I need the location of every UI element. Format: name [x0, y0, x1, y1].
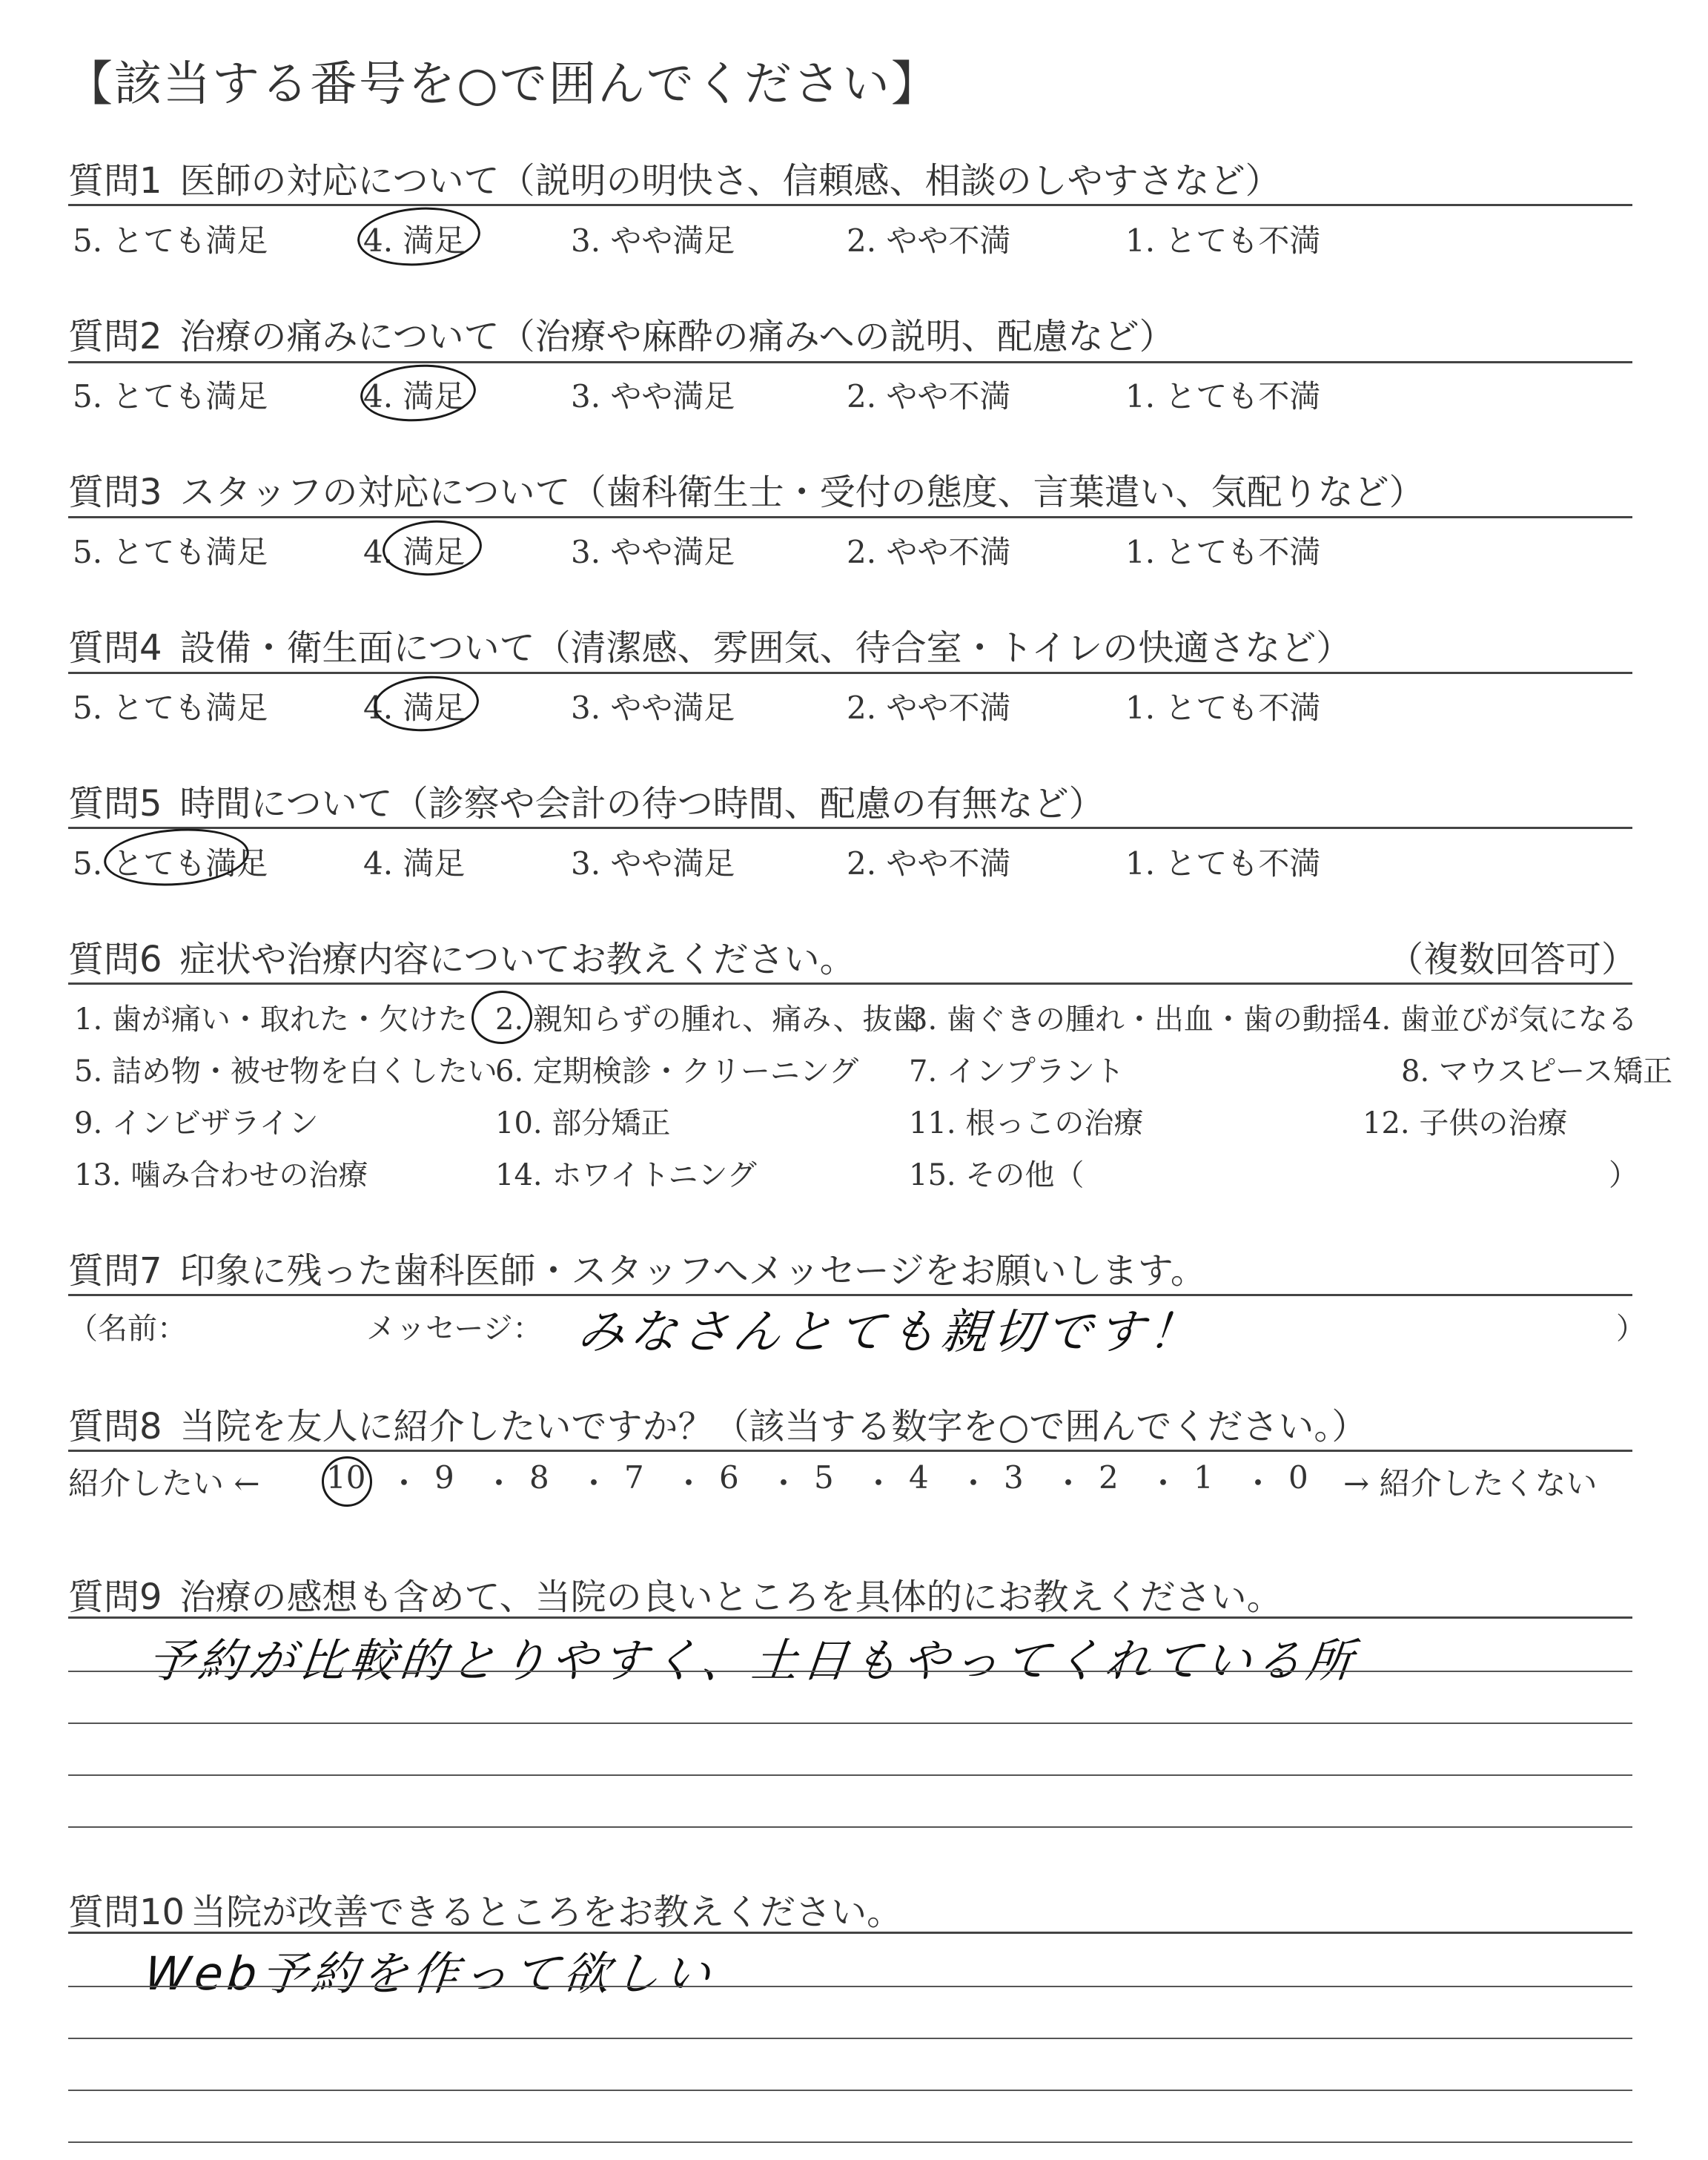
option-3[interactable]: 3. やや満足 — [571, 690, 735, 726]
question-5-title — [68, 775, 1105, 826]
writing-line — [68, 1774, 1632, 1776]
symptom-option[interactable]: 6. 定期検診・クリーニング — [495, 1054, 859, 1089]
writing-line — [68, 1986, 1632, 1987]
recommend-scale — [68, 1459, 1632, 1504]
question-number: 質問6 — [68, 939, 162, 980]
writing-line — [68, 1826, 1632, 1828]
handwritten-answer-improvements[interactable]: Web予約を作って欲しい — [142, 1946, 718, 2001]
scale-separator: ・ — [863, 1465, 895, 1502]
option-3[interactable]: 3. やや満足 — [571, 222, 735, 259]
option-5[interactable]: 5. とても満足 — [73, 222, 268, 259]
scale-value-5[interactable]: 5 — [814, 1459, 834, 1496]
other-close-paren: ） — [1609, 1158, 1638, 1192]
question-text: 症状や治療内容についてお教えください。 — [179, 939, 855, 980]
question-number: 質問7 — [68, 1250, 162, 1292]
name-label: （名前： — [68, 1312, 187, 1346]
question-4-options — [73, 684, 1629, 728]
writing-line — [68, 1671, 1632, 1672]
symptom-option[interactable]: 5. 詰め物・被せ物を白くしたい — [74, 1054, 497, 1089]
question-8-title — [68, 1398, 1367, 1449]
question-number: 質問3 — [68, 472, 162, 513]
scale-value-6[interactable]: 6 — [719, 1459, 739, 1496]
question-6-rule — [68, 982, 1632, 985]
scale-separator: ・ — [768, 1465, 800, 1502]
scale-value-7[interactable]: 7 — [624, 1459, 644, 1496]
question-text: 時間について（診察や会計の待つ時間、配慮の有無など） — [179, 783, 1105, 825]
option-3[interactable]: 3. やや満足 — [571, 378, 735, 415]
symptom-option[interactable]: 7. インプラント — [909, 1054, 1125, 1089]
symptom-option-other[interactable]: 15. その他（ — [909, 1158, 1085, 1192]
question-2-title — [68, 308, 1175, 359]
scale-value-9[interactable]: 9 — [434, 1459, 454, 1496]
option-3[interactable]: 3. やや満足 — [571, 534, 735, 570]
question-number: 質問8 — [68, 1406, 162, 1447]
question-2-rule — [68, 361, 1632, 363]
question-2-options — [73, 372, 1629, 417]
writing-line — [68, 2141, 1632, 2143]
scale-value-0[interactable]: 0 — [1288, 1459, 1308, 1496]
writing-line — [68, 2090, 1632, 2091]
option-5[interactable]: 5. とても満足 — [73, 534, 268, 570]
symptom-option[interactable]: 14. ホワイトニング — [495, 1158, 757, 1192]
question-text: 当院を友人に紹介したいですか？（該当する数字を○で囲んでください。） — [179, 1406, 1368, 1447]
question-number: 質問10 — [68, 1892, 185, 1933]
question-number: 質問2 — [68, 316, 162, 357]
question-text: 設備・衛生面について（清潔感、雰囲気、待合室・トイレの快適さなど） — [179, 627, 1352, 669]
symptom-option[interactable]: 9. インビザライン — [74, 1106, 319, 1140]
writing-line — [68, 2038, 1632, 2039]
option-5[interactable]: 5. とても満足 — [73, 690, 268, 726]
scale-separator: ・ — [483, 1465, 515, 1502]
question-number: 質問1 — [68, 160, 162, 202]
symptom-option[interactable]: 11. 根っこの治療 — [909, 1106, 1144, 1140]
symptom-row-2 — [74, 1048, 1673, 1092]
scale-separator: ・ — [673, 1465, 705, 1502]
scale-separator: ・ — [1148, 1465, 1179, 1502]
question-7-title — [68, 1242, 1206, 1293]
scale-value-4[interactable]: 4 — [909, 1459, 929, 1496]
option-4[interactable]: 4. 満足 — [363, 222, 466, 259]
symptom-row-1 — [74, 996, 1638, 1040]
question-text: 治療の感想も含めて、当院の良いところを具体的にお教えください。 — [179, 1576, 1282, 1618]
multiple-answers-note: （複数回答可） — [1387, 939, 1637, 980]
question-9-rule — [68, 1616, 1632, 1619]
scale-value-2[interactable]: 2 — [1099, 1459, 1119, 1496]
symptom-option[interactable]: 10. 部分矯正 — [495, 1106, 671, 1140]
question-9-title — [68, 1568, 1282, 1619]
handwritten-answer-good-points[interactable]: 予約が比較的とりやすく、土日もやってくれている所 — [145, 1634, 1360, 1688]
option-4[interactable]: 4. 満足 — [363, 534, 466, 570]
symptom-option[interactable]: 13. 噛み合わせの治療 — [74, 1158, 368, 1192]
question-number: 質問5 — [68, 783, 162, 825]
question-text: 治療の痛みについて（治療や麻酔の痛みへの説明、配慮など） — [179, 316, 1175, 357]
instruction-header: 【該当する番号を○で囲んでください】 — [65, 57, 940, 112]
message-close-paren: ） — [1616, 1312, 1646, 1346]
question-10-rule — [68, 1932, 1632, 1934]
scale-separator: ・ — [1242, 1465, 1274, 1502]
scale-separator: ・ — [388, 1465, 420, 1502]
option-1[interactable]: 1. とても不満 — [1125, 845, 1321, 882]
option-5[interactable]: 5. とても満足 — [73, 378, 268, 415]
symptom-option[interactable]: 2. 親知らずの腫れ、痛み、抜歯 — [495, 1003, 922, 1037]
scale-left-label: 紹介したい ← — [68, 1465, 260, 1502]
question-5-rule — [68, 827, 1632, 829]
question-3-title — [68, 463, 1425, 515]
scale-value-10[interactable]: 10 — [326, 1459, 366, 1496]
question-number: 質問4 — [68, 627, 162, 669]
question-5-options — [73, 839, 1629, 884]
option-5[interactable]: 5. とても満足 — [73, 845, 268, 882]
question-6-title — [68, 931, 855, 982]
symptom-option[interactable]: 8. マウスピース矯正 — [1401, 1054, 1673, 1089]
scale-value-1[interactable]: 1 — [1194, 1459, 1214, 1496]
option-1[interactable]: 1. とても不満 — [1125, 378, 1321, 415]
question-3-rule — [68, 516, 1632, 518]
question-number: 質問9 — [68, 1576, 162, 1618]
message-label: メッセージ： — [366, 1312, 543, 1346]
option-4[interactable]: 4. 満足 — [363, 378, 466, 415]
scale-separator: ・ — [1053, 1465, 1085, 1502]
scale-right-label: → 紹介したくない — [1343, 1465, 1598, 1502]
question-4-title — [68, 619, 1351, 670]
scale-value-8[interactable]: 8 — [529, 1459, 549, 1496]
question-1-rule — [68, 204, 1632, 206]
question-text: スタッフの対応について（歯科衛生士・受付の態度、言葉遣い、気配りなど） — [179, 472, 1425, 513]
option-2[interactable]: 2. やや不満 — [847, 378, 1011, 415]
symptom-row-3 — [74, 1100, 1638, 1144]
question-8-rule — [68, 1450, 1632, 1452]
symptom-option[interactable]: 4. 歯並びが気になる — [1363, 1003, 1638, 1037]
option-4[interactable]: 4. 満足 — [363, 690, 466, 726]
option-4[interactable]: 4. 満足 — [363, 845, 466, 882]
symptom-row-4 — [74, 1152, 1638, 1196]
question-text: 当院が改善できるところをお教えください。 — [191, 1892, 903, 1933]
question-text: 印象に残った歯科医師・スタッフへメッセージをお願いします。 — [179, 1250, 1206, 1292]
option-2[interactable]: 2. やや不満 — [847, 534, 1011, 570]
option-3[interactable]: 3. やや満足 — [571, 845, 735, 882]
option-1[interactable]: 1. とても不満 — [1125, 690, 1321, 726]
symptom-option[interactable]: 12. 子供の治療 — [1363, 1106, 1568, 1140]
symptom-option[interactable]: 1. 歯が痛い・取れた・欠けた — [74, 1003, 468, 1037]
scale-value-3[interactable]: 3 — [1004, 1459, 1024, 1496]
scale-separator: ・ — [958, 1465, 990, 1502]
option-2[interactable]: 2. やや不満 — [847, 222, 1011, 259]
symptom-option[interactable]: 3. 歯ぐきの腫れ・出血・歯の動揺 — [909, 1003, 1362, 1037]
question-1-title — [68, 152, 1281, 203]
scale-separator: ・ — [578, 1465, 610, 1502]
option-2[interactable]: 2. やや不満 — [847, 690, 1011, 726]
question-text: 医師の対応について（説明の明快さ、信頼感、相談のしやすさなど） — [179, 160, 1281, 202]
question-3-options — [73, 528, 1629, 572]
question-4-rule — [68, 672, 1632, 674]
option-1[interactable]: 1. とても不満 — [1125, 222, 1321, 259]
question-10-title — [68, 1883, 902, 1935]
writing-line — [68, 1723, 1632, 1724]
handwritten-message[interactable]: みなさんとても親切です！ — [575, 1305, 1204, 1360]
option-2[interactable]: 2. やや不満 — [847, 845, 1011, 882]
option-1[interactable]: 1. とても不満 — [1125, 534, 1321, 570]
question-1-options — [73, 217, 1629, 261]
